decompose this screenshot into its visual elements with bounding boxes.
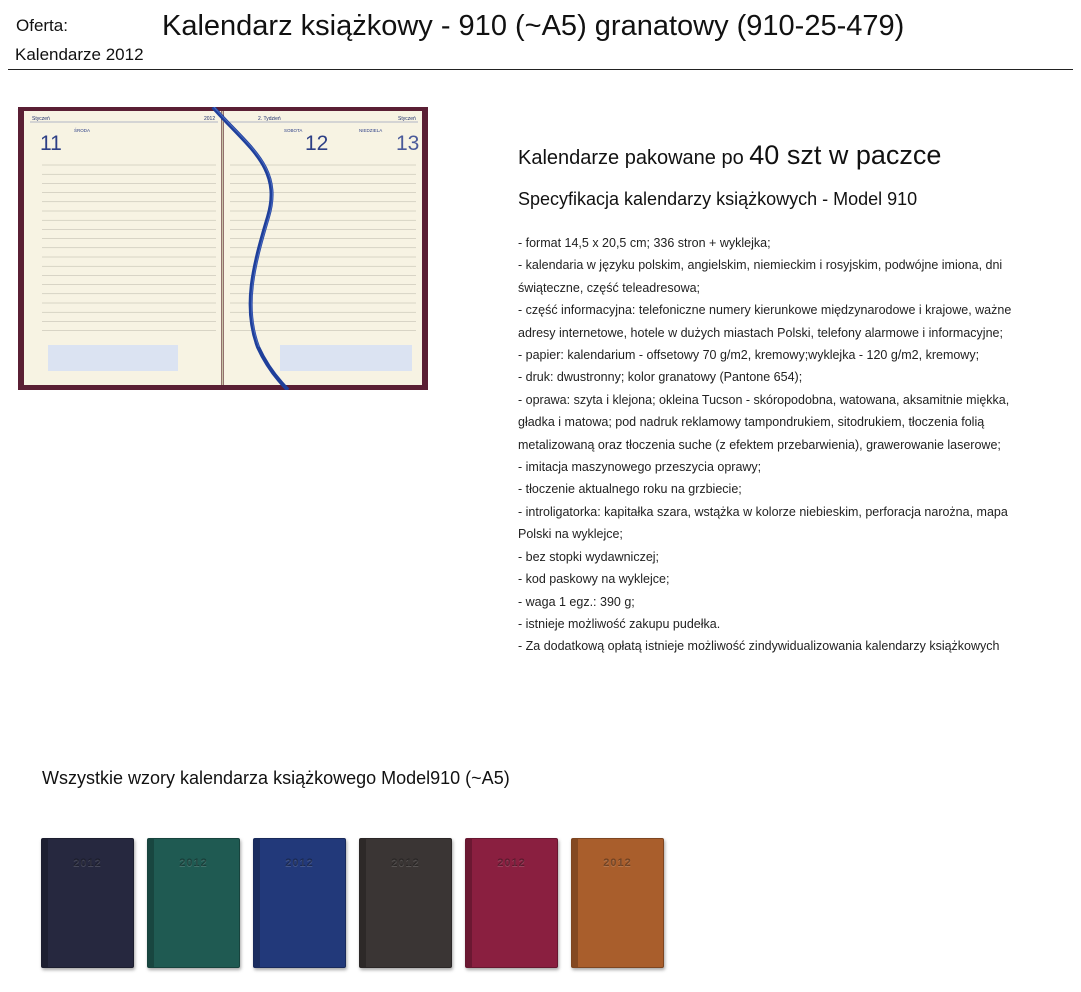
- svg-text:ŚRODA: ŚRODA: [74, 128, 91, 133]
- spec-heading: Specyfikacja kalendarzy książkowych - Model 910: [518, 189, 918, 209]
- spec-item: - kalendaria w języku polskim, angielskim, niemieckim i rosyjskim, podwójne imiona, dni świąteczne, część teleadresowa;: [518, 258, 1003, 295]
- svg-text:13: 13: [396, 132, 420, 155]
- spec-item: - introligatorka: kapitałka szara, wstążka w kolorze niebieskim, perforacja narożna, mapa Polski na wyklejce;: [518, 504, 1008, 542]
- spec-item: - waga 1 egz.: 390 g;: [518, 594, 635, 609]
- spec-item: - istnieje możliwość zakupu pudełka.: [518, 616, 721, 631]
- spec-item: - imitacja maszynowego przeszycia oprawy;: [518, 460, 762, 475]
- svg-text:Styczeń: Styczeń: [32, 116, 50, 122]
- planner-left-notes-box: [48, 345, 178, 371]
- cover-year: 2012: [391, 857, 420, 869]
- cover-swatch-graphite[interactable]: [359, 838, 452, 968]
- spec-item: - papier: kalendarium - offsetowy 70 g/m2, kremowy;wyklejka - 120 g/m2, kremowy;: [518, 348, 980, 363]
- cover-swatch-green[interactable]: [147, 838, 240, 968]
- svg-text:11: 11: [40, 132, 62, 155]
- cover-swatch-brown[interactable]: [571, 838, 664, 968]
- spec-item: - oprawa: szyta i klejona; okleina Tucson - skóropodobna, watowana, aksamitnie miękka, gładka i matowa; pod nadruk reklamowy tampondrukiem, sitodrukiem, tłoczenia folią metalizowaną oraz tłoczenia suche (z efektem przebarwienia), grawerowanie laserowe;: [518, 392, 1010, 452]
- page-title: Kalendarz książkowy - 910 (~A5) granatowy (910-25-479): [162, 10, 905, 42]
- cover-year: 2012: [179, 857, 208, 869]
- svg-text:Styczeń: Styczeń: [398, 116, 416, 122]
- cover-year: 2012: [73, 857, 102, 869]
- svg-text:12: 12: [305, 132, 329, 155]
- category-label: Kalendarze 2012: [15, 45, 144, 64]
- planner-preview-image: [18, 107, 428, 390]
- spec-item: - format 14,5 x 20,5 cm; 336 stron + wyklejka;: [518, 236, 771, 250]
- cover-year: 2012: [603, 857, 632, 869]
- spec-item: - druk: dwustronny; kolor granatowy (Pantone 654);: [518, 370, 803, 385]
- planner-right-notes-box: [280, 345, 412, 371]
- spec-list: [518, 232, 1038, 658]
- spec-item: - kod paskowy na wyklejce;: [518, 572, 670, 587]
- offer-label: Oferta:: [16, 16, 68, 35]
- cover-swatch-burgundy[interactable]: [465, 838, 558, 968]
- spec-item: - część informacyjna: telefoniczne numery kierunkowe międzynarodowe i krajowe, ważne adresy internetowe, hotele w dużych miastach Polski, telefony alarmowe i informacyjne;: [518, 303, 1012, 340]
- cover-swatch-navy[interactable]: [41, 838, 134, 968]
- packing-prefix: Kalendarze pakowane po: [518, 147, 750, 169]
- cover-year: 2012: [285, 857, 314, 869]
- header-divider: [8, 69, 1073, 70]
- spec-item: - bez stopki wydawniczej;: [518, 549, 660, 564]
- packing-highlight: 40 szt w paczce: [749, 140, 942, 170]
- cover-year: 2012: [497, 857, 526, 869]
- cover-swatch-blue[interactable]: [253, 838, 346, 968]
- spec-item: - Za dodatkową opłatą istnieje możliwość zindywidualizowania kalendarzy książkowych: [518, 639, 1000, 654]
- packing-info: [518, 140, 941, 171]
- svg-text:2. Tydzień: 2. Tydzień: [258, 116, 281, 122]
- spec-item: - tłoczenie aktualnego roku na grzbiecie;: [518, 482, 742, 497]
- svg-text:SOBOTA: SOBOTA: [284, 128, 303, 133]
- svg-text:2012: 2012: [204, 116, 216, 122]
- all-designs-heading: Wszystkie wzory kalendarza książkowego Model910 (~A5): [42, 768, 510, 788]
- svg-text:NIEDZIELA: NIEDZIELA: [359, 128, 383, 133]
